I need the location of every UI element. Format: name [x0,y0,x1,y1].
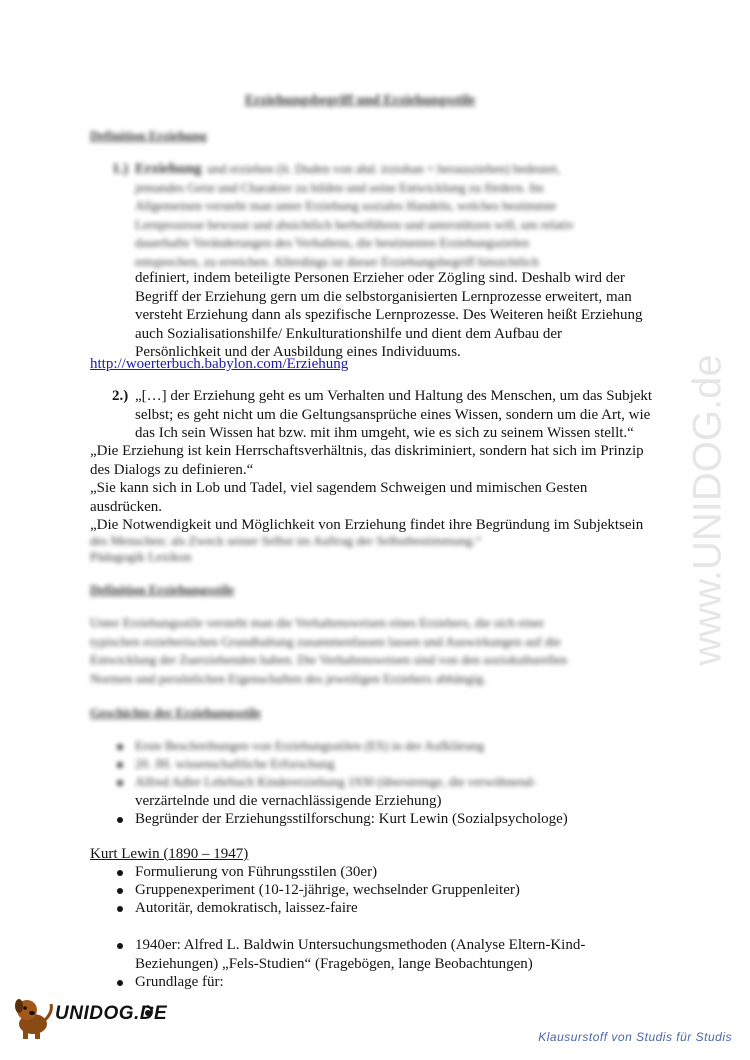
item1-visible-text: definiert, indem beteiligte Personen Erzieher oder Zögling sind. Deshalb wird der Begriff der Erziehung gern um die selbstorganisierten Lernprozesse erweitert, man versteht Erziehung dann als spezifische Lernprozesse. Des Weiteren heißt Erziehung auch Sozialisationshilfe/ Enkulturationshilfe und dient dem Aufbau der Persönlichkeit und der Ausbildung eines Individuums. [135,270,643,360]
bullet-icon [117,780,123,786]
bullet-icon [117,870,123,876]
bullet-icon [117,906,123,912]
heading-definition-erziehungsstile: Definition Erziehungsstile [90,582,235,597]
bullet-icon [117,762,123,768]
item1-blurred-text: und erziehen (lt. Duden von ahd. irziohan = herausziehen) bedeutet, jemandes Geist und Charakter zu bilden und seine Entwicklung zu fördern. Im Allgemeinen versteht man unter Erziehung soziales Handeln, welches bestimmte Lernprozesse bewusst und absichtlich herbeiführen und unterstützen will, um relativ dauerhafte Veränderungen des Verhaltens, die bestimmten Erziehungszielen entsprechen, zu erreichen. Allerdings ist dieser Erziehungsbegriff hinsichtlich [135,161,574,269]
item2-number: 2.) [112,388,129,404]
history-item-4: Begründer der Erziehungsstilforschung: Kurt Lewin (Sozialpsychologe) [135,811,568,827]
lewin-item-1: Formulierung von Führungsstilen (30er) [135,864,378,880]
bullet-icon [117,888,123,894]
lewin-item-3: Autoritär, demokratisch, laissez-faire [135,900,358,916]
source-link[interactable]: http://woerterbuch.babylon.com/Erziehung [90,356,349,372]
lewin-heading: Kurt Lewin (1890 – 1947) [90,846,249,862]
baldwin-item: 1940er: Alfred L. Baldwin Untersuchungsmethoden (Analyse Eltern-Kind- Beziehungen) „Fels-Studien“ (Fragebögen, lange Beobachtungen) [135,937,586,972]
footer-tagline: Klausurstoff von Studis für Studis [538,1030,732,1044]
quote-source-blurred: des Menschen: als Zweck seiner Selbst im Auftrag der Selbstbestimmung.“ Pädagogik Lexikon [90,533,482,564]
heading-geschichte: Geschichte der Erziehungsstile [90,705,261,720]
svg-text:www.UNIDOG.de: www.UNIDOG.de [685,354,730,666]
history-item-3-continuation: verzärtelnde und die vernachlässigende Erziehung) [135,793,442,809]
item1-term: Erziehung [135,161,202,177]
item1-number: 1.) [112,161,129,177]
logo-text: UNIDOG.DE [55,1003,168,1024]
watermark [685,280,730,740]
item2-quote: „[…] der Erziehung geht es um Verhalten und Haltung des Menschen, um das Subjekt selbst; es geht nicht um die Geltungsansprüche eines Wissen, sondern um die Art, wie das Ich sein Wissen hat bzw. mit ihm umgeht, wie es sich zu seinem Wissen stellt.“ [135,388,653,441]
bullet-icon [117,980,123,986]
document-title: Erziehungsbegriff und Erziehungsstile [245,93,476,108]
bullet-icon [117,943,123,949]
history-item-1: Erste Beschreibungen von Erziehungsstilen (ES) in der Aufklärung [135,738,485,753]
grundlage-item: Grundlage für: [135,974,224,990]
lewin-item-2: Gruppenexperiment (10-12-jährige, wechselnder Gruppenleiter) [135,882,520,898]
bullet-icon [117,817,123,823]
history-item-3: Alfred Adler Lehrbuch Kindererziehung 1930 (überstrenge, die verwöhnend- [135,774,537,789]
definition-erziehungsstile-text: Unter Erziehungsstile versteht man die Verhaltensweisen eines Erziehers, die sich einer typischen erzieherischen Grundhaltung zusammenfassen lassen und Auswirkungen auf die Entwicklung der Zuerziehenden haben. Die Verhaltensweisen sind von den soziokulturellen Normen und persönlichen Eigenschaften des jeweiligen Erziehers abhängig. [90,615,568,686]
heading-definition-erziehung: Definition Erziehung [90,128,207,143]
history-item-2: 20. JH. wissenschaftliche Erforschung [135,756,335,771]
bullet-icon [117,744,123,750]
additional-quotes: „Die Erziehung ist kein Herrschaftsverhältnis, das diskriminiert, sondern hat sich im Prinzip des Dialogs zu definieren.“ „Sie kann sich in Lob und Tadel, viel sagendem Schweigen und mimischen Gesten ausdrücken. „Die Notwendigkeit und Möglichkeit von Erziehung findet ihre Begründung im Subjektsein [90,443,644,533]
